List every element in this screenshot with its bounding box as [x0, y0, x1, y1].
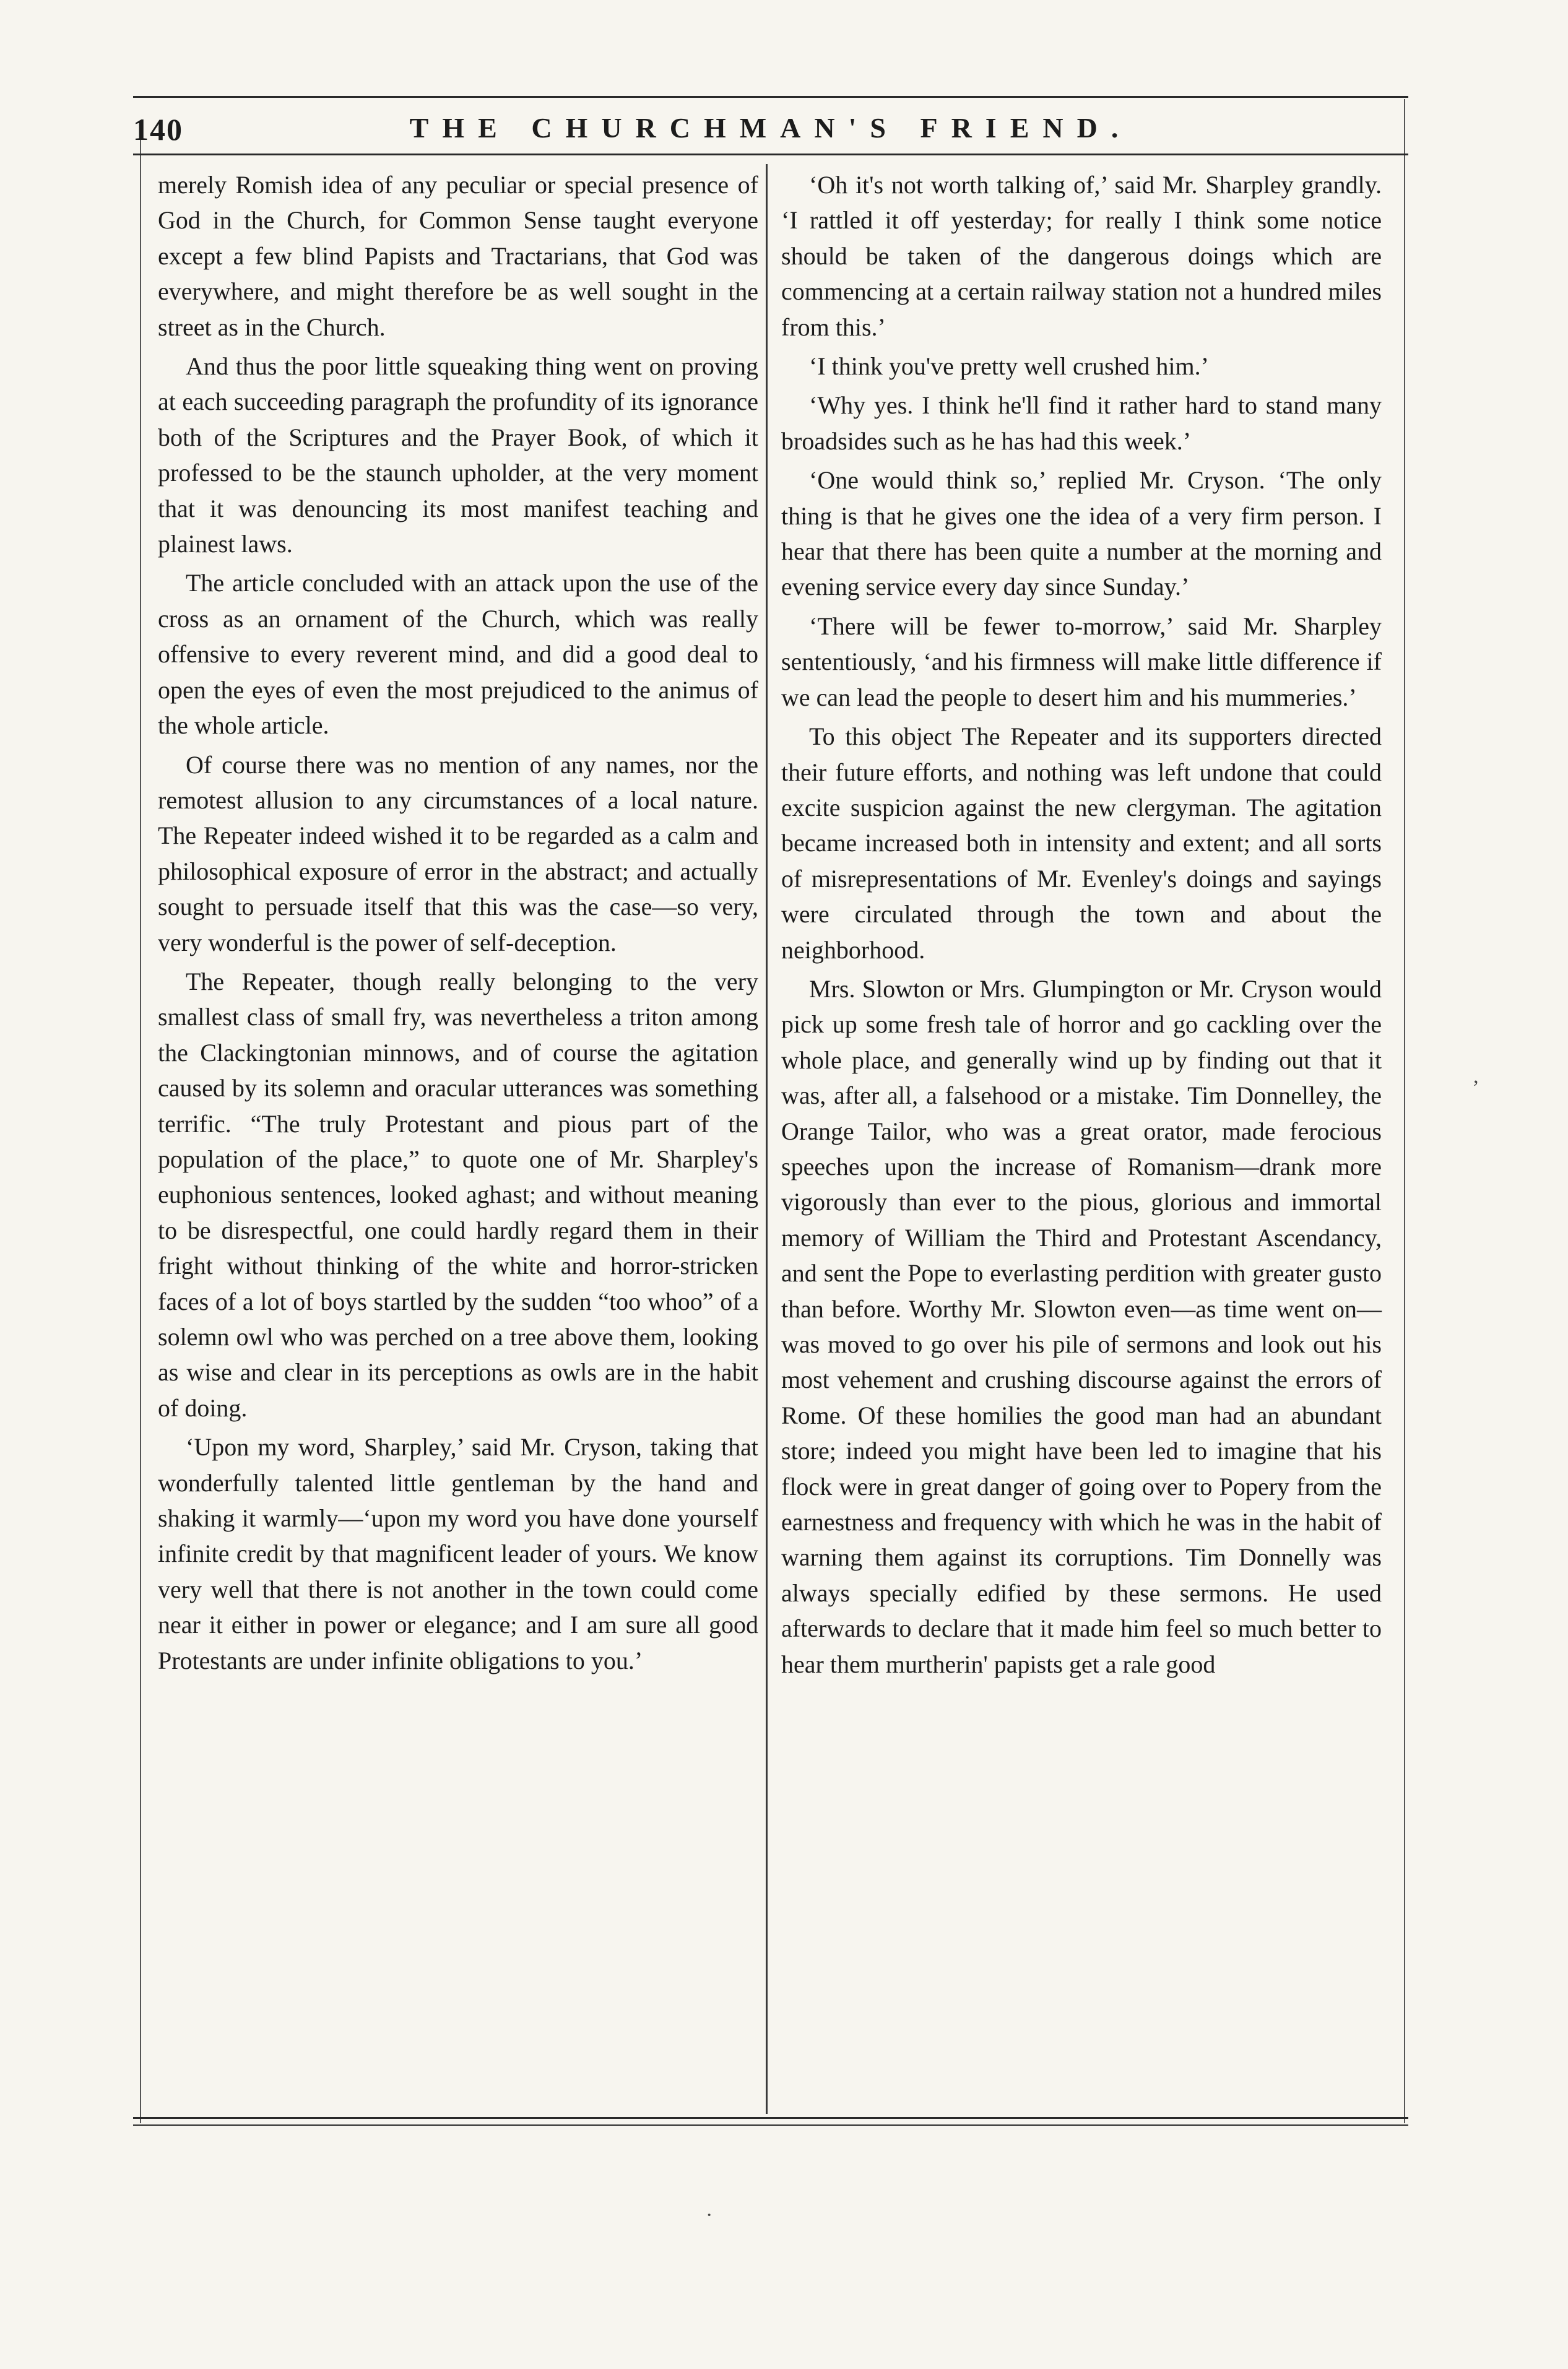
- paragraph: ‘I think you've pretty well crushed him.’: [809, 352, 1209, 381]
- left-column: [158, 167, 758, 1678]
- paragraph: Of course there was no mention of any names, nor the remotest allusion to any circumstances of a local nature. The Repeater indeed wished it to be regarded as a calm and philosophical exposure of error in the abstract; and actually sought to persuade itself that this was the case—so very, very wonderful is the power of self-deception.: [158, 750, 758, 956]
- paragraph: ‘One would think so,’ replied Mr. Cryson. ‘The only thing is that he gives one the idea of a very firm person. I hear that there has been quite a number at the morning and evening service every day since Sunday.’: [781, 466, 1382, 601]
- right-column: [781, 167, 1382, 1682]
- bottom-rule-secondary: [133, 2124, 1408, 2126]
- paragraph: And thus the poor little squeaking thing went on proving at each succeeding paragraph the profundity of its ignorance both of the Scriptures and the Prayer Book, of which it professed to be the staunch upholder, at the very moment that it was denouncing its most manifest teaching and plainest laws.: [158, 352, 758, 558]
- top-rule: [133, 96, 1408, 98]
- bottom-rule: [133, 2117, 1408, 2119]
- ink-speck: ,: [1473, 1065, 1479, 1088]
- paragraph: To this object The Repeater and its supporters directed their future efforts, and nothing was left undone that could excite suspicion against the new clergyman. The agitation became increased both in intensity and extent; and all sorts of misrepresentations of Mr. Evenley's doings and sayings were circulated through the town and about the neighborhood.: [781, 722, 1382, 964]
- paragraph: ‘There will be fewer to-morrow,’ said Mr. Sharpley sententiously, ‘and his firmness will make little difference if we can lead the people to desert him and his mummeries.’: [781, 612, 1382, 711]
- paragraph: merely Romish idea of any peculiar or special presence of God in the Church, for Common Sense taught everyone except a few blind Papists and Tractarians, that God was everywhere, and might therefore be as well sought in the street as in the Church.: [158, 171, 758, 341]
- page-number: 140: [133, 112, 183, 147]
- ink-speck: ·: [706, 2204, 713, 2227]
- running-title: THE CHURCHMAN'S FRIEND.: [409, 112, 1132, 144]
- column-divider: [766, 164, 768, 2114]
- paragraph: The Repeater, though really belonging to the very smallest class of small fry, was nevertheless a triton among the Clackingtonian minnows, and of course the agitation caused by its solemn and oracular utterances was something terrific. “The truly Protestant and pious part of the population of the place,” to quote one of Mr. Sharpley's euphonious sentences, looked aghast; and without meaning to be disrespectful, one could hardly regard them in their fright without thinking of the white and horror-stricken faces of a lot of boys startled by the sudden “too whoo” of a solemn owl who was perched on a tree above them, looking as wise and clear in its perceptions as owls are in the habit of doing.: [158, 967, 758, 1422]
- right-border-line: [1404, 99, 1405, 2123]
- paragraph: The article concluded with an attack upon the use of the cross as an ornament of the Church, which was really offensive to every reverent mind, and did a good deal to open the eyes of even the most prejudiced to the animus of the whole article.: [158, 569, 758, 740]
- paragraph: ‘Upon my word, Sharpley,’ said Mr. Cryson, taking that wonderfully talented little gentleman by the hand and shaking it warmly—‘upon my word you have done yourself infinite credit by that magnificent leader of yours. We know very well that there is not another in the town could come near it either in power or elegance; and I am sure all good Protestants are under infinite obligations to you.’: [158, 1433, 758, 1674]
- header-rule: [133, 154, 1408, 155]
- paragraph: ‘Why yes. I think he'll find it rather hard to stand many broadsides such as he has had this week.’: [781, 391, 1382, 455]
- paragraph: Mrs. Slowton or Mrs. Glumpington or Mr. Cryson would pick up some fresh tale of horror and go cackling over the whole place, and generally wind up by finding out that it was, after all, a falsehood or a mistake. Tim Donnelley, the Orange Tailor, who was a great orator, made ferocious speeches upon the increase of Romanism—drank more vigorously than ever to the pious, glorious and immortal memory of William the Third and Protestant Ascendancy, and sent the Pope to everlasting perdition with greater gusto than before. Worthy Mr. Slowton even—as time went on—was moved to go over his pile of sermons and look out his most vehement and crushing discourse against the errors of Rome. Of these homilies the good man had an abundant store; indeed you might have been led to imagine that his flock were in great danger of going over to Popery from the earnestness and frequency with which he was in the habit of warning them against its corruptions. Tim Donnelly was always specially edified by these sermons. He used afterwards to declare that it made him feel so much better to hear them murtherin' papists get a rale good: [781, 974, 1382, 1678]
- left-border-line: [140, 124, 141, 2123]
- paragraph: ‘Oh it's not worth talking of,’ said Mr. Sharpley grandly. ‘I rattled it off yesterday; for really I think some notice should be taken of the dangerous doings which are commencing at a certain railway station not a hundred miles from this.’: [781, 171, 1382, 341]
